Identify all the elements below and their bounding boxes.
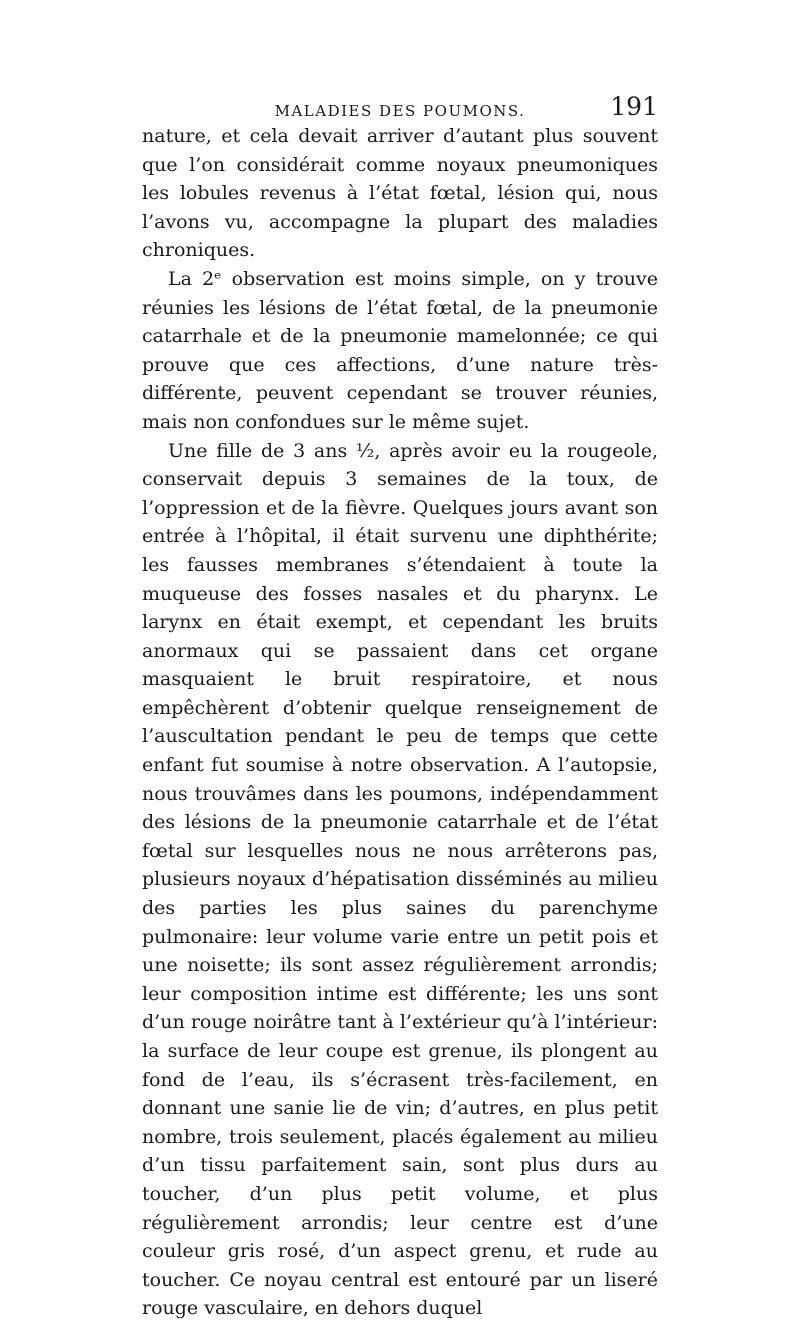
paragraph-case-report: Une fille de 3 ans ½, après avoir eu la rougeole, conservait depuis 3 semaines de la toux, de l’oppression et de la fièvre. Quelques jours avant son entrée à l’hôpital, il était survenu une diphthérite; les fausses membranes s’étendaient à toute la muqueuse des fosses nasales et du pharynx. Le larynx en était exempt, et cependant les bruits anormaux qui se passaient dans cet organe masquaient le bruit respiratoire, et nous empêchèrent d’obtenir quelque renseignement de l’auscultation pendant le peu de temps que cette enfant fut soumise à notre observation. A l’autopsie, nous trouvâmes dans les poumons, indépendamment des lésions de la pneumonie catarrhale et de l’état fœtal sur lesquelles nous ne nous arrêterons pas, plusieurs noyaux d’hépatisation disséminés au milieu des parties les plus saines du parenchyme pulmonaire: leur volume varie entre un petit pois et une noisette; ils sont assez régulièrement arrondis; leur composition intime est différente; les uns sont d’un rouge noirâtre tant à l’extérieur qu’à l’intérieur: la surface de leur coupe est grenue, ils plongent au fond de l’eau, ils s’écrasent très-facilement, en donnant une sanie lie de vin; d’autres, en plus petit nombre, trois seulement, placés également au milieu d’un tissu parfaitement sain, sont plus durs au toucher, d’un plus petit volume, et plus régulièrement arrondis; leur centre est d’une couleur gris rosé, d’un aspect grenu, et rude au toucher. Ce noyau central est entouré par un liseré rouge vasculaire, en dehors duquel — [142, 439, 658, 1320]
paragraph-second-observation: La 2ᵉ observation est moins simple, on y trouve réunies les lésions de l’état fœtal, de la pneumonie catarrhale et de la pneumonie mamelonnée; ce qui prouve que ces affections, d’une nature très-différente, peuvent cependant se trouver réunies, mais non confondues sur le même sujet. — [142, 267, 658, 433]
running-head — [142, 92, 658, 120]
page-number: 191 — [610, 92, 658, 121]
running-title: MALADIES DES POUMONS. — [274, 102, 526, 120]
paragraph-continuation: nature, et cela devait arriver d’autant plus souvent que l’on considérait comme noyaux pneumoniques les lobules revenus à l’état fœtal, lésion qui, nous l’avons vu, accompagne la plupart des maladies chroniques. — [142, 125, 658, 262]
book-page — [142, 92, 658, 1323]
body-text — [142, 122, 658, 1323]
